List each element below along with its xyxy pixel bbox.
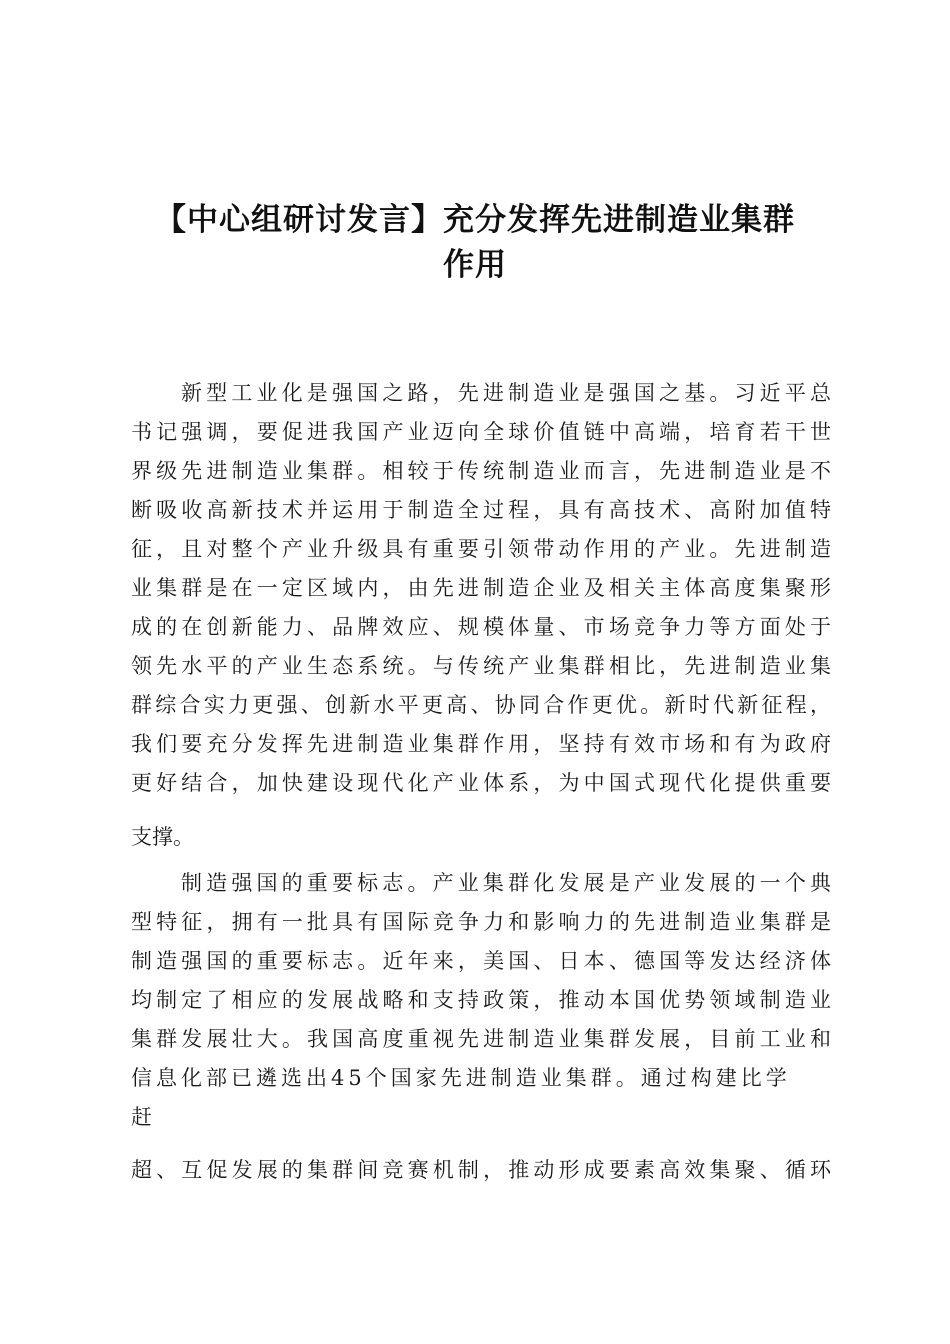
paragraph-line: 更好结合，加快建设现代化产业体系，为中国式现代化提供重要 xyxy=(131,771,831,795)
paragraph-line: 制造强国的重要标志。近年来，美国、日本、德国等发达经济体 xyxy=(131,949,831,973)
paragraph-line: 断吸收高新技术并运用于制造全过程，具有高技术、高附加值特 xyxy=(131,498,831,522)
paragraph-line: 新型工业化是强国之路，先进制造业是强国之基。习近平总 xyxy=(181,381,831,405)
paragraph-line: 型特征，拥有一批具有国际竞争力和影响力的先进制造业集群是 xyxy=(131,910,831,934)
paragraph-line: 制造强国的重要标志。产业集群化发展是产业发展的一个典 xyxy=(181,871,831,895)
paragraph-line: 赶 xyxy=(131,1105,152,1129)
paragraph-line: 征，且对整个产业升级具有重要引领带动作用的产业。先进制造 xyxy=(131,537,831,561)
paragraph-line: 书记强调，要促进我国产业迈向全球价值链中高端，培育若干世 xyxy=(131,420,831,444)
paragraph-line: 界级先进制造业集群。相较于传统制造业而言，先进制造业是不 xyxy=(131,459,831,483)
paragraph-line: 超、互促发展的集群间竞赛机制，推动形成要素高效集聚、循环 xyxy=(131,1158,831,1182)
document-title xyxy=(100,198,850,288)
paragraph-line: 业集群是在一定区域内，由先进制造企业及相关主体高度集聚形 xyxy=(131,576,831,600)
paragraph-line: 支撑。 xyxy=(131,825,194,849)
paragraph-line: 均制定了相应的发展战略和支持政策，推动本国优势领域制造业 xyxy=(131,988,831,1012)
paragraph-line: 领先水平的产业生态系统。与传统产业集群相比，先进制造业集 xyxy=(131,654,831,678)
paragraph-line: 集群发展壮大。我国高度重视先进制造业集群发展，目前工业和 xyxy=(131,1027,831,1051)
title-line-2: 作用 xyxy=(443,247,507,283)
paragraph-line: 成的在创新能力、品牌效应、规模体量、市场竞争力等方面处于 xyxy=(131,615,831,639)
paragraph-line: 群综合实力更强、创新水平更高、协同合作更优。新时代新征程， xyxy=(131,693,831,717)
paragraph-line: 信息化部已遴选出45个国家先进制造业集群。通过构建比学 xyxy=(131,1066,791,1090)
title-line-1: 【中心组研讨发言】充分发挥先进制造业集群 xyxy=(155,202,795,238)
paragraph-line: 我们要充分发挥先进制造业集群作用，坚持有效市场和有为政府 xyxy=(131,732,831,756)
